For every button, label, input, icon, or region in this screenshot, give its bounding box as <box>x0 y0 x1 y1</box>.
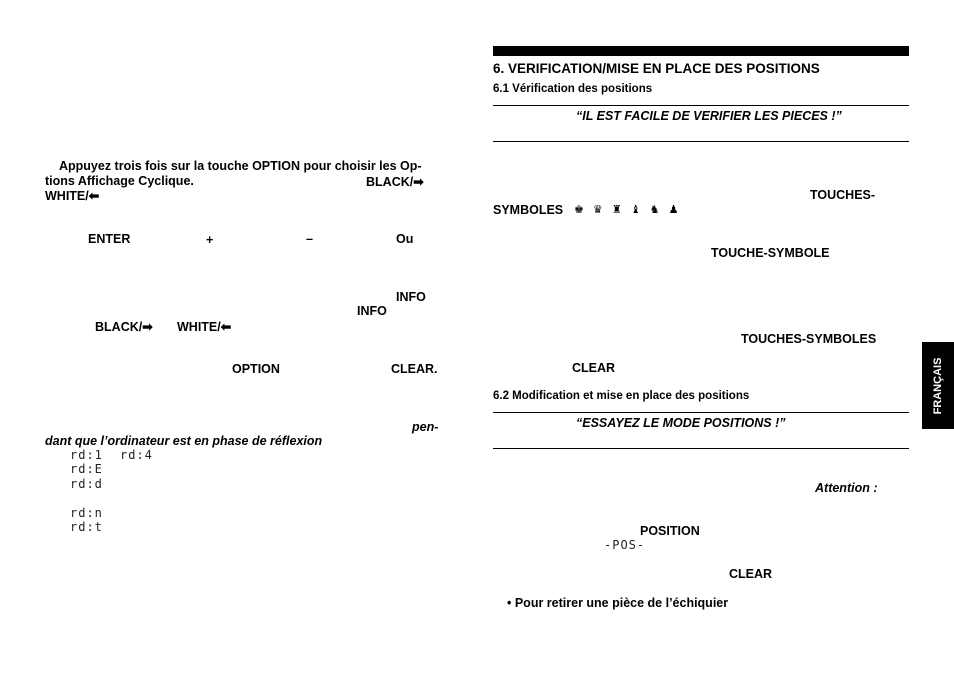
subsection-6-1-title: 6.1 Vérification des positions <box>493 83 653 95</box>
white-key-label-2: WHITE/⬅ <box>177 320 232 334</box>
rule-top-2 <box>493 412 909 413</box>
ou-text: Ou <box>396 232 414 246</box>
attention-label: Attention : <box>815 481 878 495</box>
lcd-rdE: rd:E <box>70 462 103 476</box>
white-key-label: WHITE/⬅ <box>45 189 100 203</box>
position-key-label: POSITION <box>640 524 700 538</box>
lcd-rd4: rd:4 <box>120 448 153 462</box>
touche-symbole-label: TOUCHE-SYMBOLE <box>711 246 830 260</box>
touches-symboles-label: TOUCHES-SYMBOLES <box>741 332 877 346</box>
lcd-pos: -POS- <box>604 538 646 552</box>
rule-top-1 <box>493 105 909 106</box>
minus-key-label: – <box>306 232 313 246</box>
option-instruction-line1: Appuyez trois fois sur la touche OPTION pour choisir les Op- <box>59 159 422 173</box>
black-key-label-2: BLACK/➡ <box>95 320 153 334</box>
lcd-rdd: rd:d <box>70 477 103 491</box>
info-key-label: INFO <box>396 290 426 304</box>
language-tab <box>922 342 954 429</box>
quote-position-mode: “ESSAYEZ LE MODE POSITIONS !” <box>576 416 786 430</box>
subsection-6-2-title: 6.2 Modification et mise en place des positions <box>493 390 750 402</box>
lcd-rdt: rd:t <box>70 520 103 534</box>
section-title: 6. VERIFICATION/MISE EN PLACE DES POSITIONS <box>493 61 820 76</box>
plus-key-label: + <box>206 233 214 247</box>
clear-key-label-right: CLEAR <box>572 361 616 375</box>
section-header-bar <box>493 46 909 56</box>
quote-verify-pieces: “IL EST FACILE DE VERIFIER LES PIECES !” <box>576 109 842 123</box>
option-key-label: OPTION <box>232 362 280 376</box>
clear-key-label-right-2: CLEAR <box>729 567 773 581</box>
lcd-rdn: rd:n <box>70 506 103 520</box>
symboles-label: SYMBOLES <box>493 203 564 217</box>
chess-symbols-icon: ♚ ♛ ♜ ♝ ♞ ♟ <box>574 204 682 216</box>
enter-key-label: ENTER <box>88 232 131 246</box>
remove-piece-bullet: • Pour retirer une pièce de l’échiquier <box>507 596 729 610</box>
clear-key-label: CLEAR. <box>391 362 438 376</box>
option-instruction-line2: tions Affichage Cyclique. <box>45 174 194 188</box>
language-tab-label: FRANÇAIS <box>932 357 944 414</box>
lcd-rd1: rd:1 <box>70 448 103 462</box>
info-key-label-2: INFO <box>357 304 387 318</box>
rule-bottom-2 <box>493 448 909 449</box>
pen-hyphen-text: pen- <box>412 420 439 434</box>
black-key-label: BLACK/➡ <box>366 175 424 189</box>
touches-label: TOUCHES- <box>810 188 876 202</box>
rule-bottom-1 <box>493 141 909 142</box>
thinking-phase-text: dant que l’ordinateur est en phase de réflexion <box>45 434 323 448</box>
